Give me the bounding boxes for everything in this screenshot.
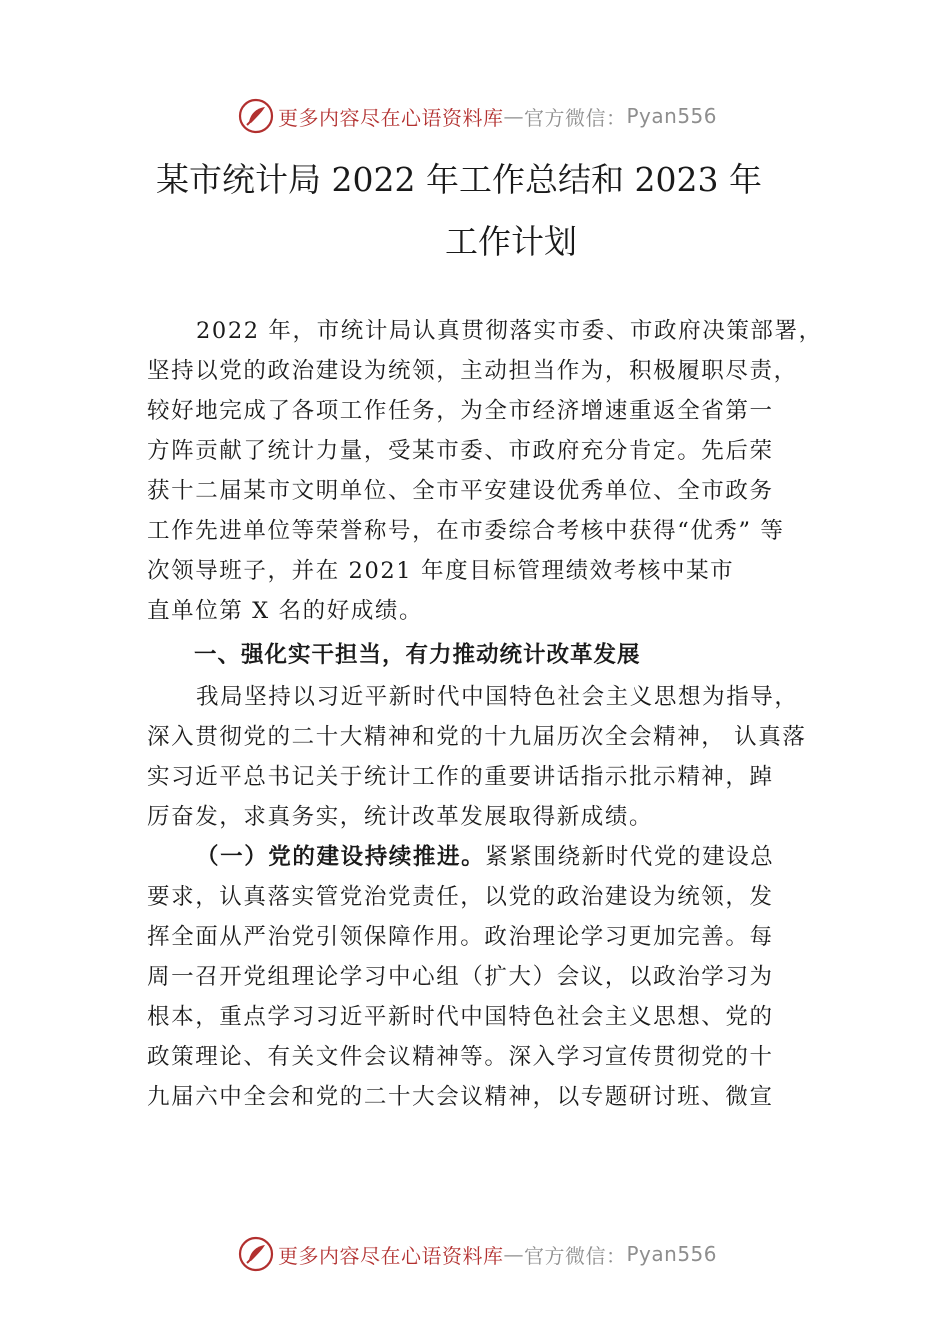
document-title-line-1: 某市统计局 2022 年工作总结和 2023 年: [156, 160, 762, 199]
paragraph-line: 坚持以党的政治建设为统领，主动担当作为，积极履职尽责，: [147, 358, 798, 384]
watermark-dash: —: [503, 1242, 524, 1266]
brand-logo-icon: [238, 98, 274, 134]
paragraph-line: 2022 年，市统计局认真贯彻落实市委、市政府决策部署，: [196, 318, 823, 344]
paragraph-line: 九届六中全会和党的二十大会议精神，以专题研讨班、微宣: [147, 1084, 774, 1110]
brand-logo-icon: [238, 1236, 274, 1272]
paragraph-line: 较好地完成了各项工作任务，为全市经济增速重返全省第一: [147, 398, 774, 424]
watermark-wechat-id: Pyan556: [626, 104, 718, 128]
section-heading: 一、强化实干担当，有力推动统计改革发展: [194, 642, 641, 668]
paragraph-line: 我局坚持以习近平新时代中国特色社会主义思想为指导，: [196, 684, 799, 710]
subsection-title: （一）党的建设持续推进。: [196, 844, 486, 870]
paragraph-line: 政策理论、有关文件会议精神等。深入学习宣传贯彻党的十: [147, 1044, 774, 1070]
paragraph-line: 工作先进单位等荣誉称号，在市委综合考核中获得“优秀” 等: [147, 518, 785, 544]
watermark-banner-bottom: [238, 1234, 717, 1274]
watermark-brand: 更多内容尽在心语资料库: [278, 1243, 504, 1268]
paragraph-line: 实习近平总书记关于统计工作的重要讲话指示批示精神，踔: [147, 764, 774, 790]
paragraph-line: 根本，重点学习习近平新时代中国特色社会主义思想、党的: [147, 1004, 774, 1030]
paragraph-line: 要求，认真落实管党治党责任，以党的政治建设为统领，发: [147, 884, 774, 910]
watermark-brand: 更多内容尽在心语资料库: [278, 105, 504, 130]
watermark-wechat-label: 官方微信：: [524, 1243, 627, 1268]
paragraph-line: 获十二届某市文明单位、全市平安建设优秀单位、全市政务: [147, 478, 774, 504]
paragraph-line: 深入贯彻党的二十大精神和党的十九届历次全会精神， 认真落: [147, 724, 807, 750]
watermark-wechat-id: Pyan556: [626, 1242, 718, 1266]
paragraph-line: 厉奋发，求真务实，统计改革发展取得新成绩。: [147, 804, 654, 830]
paragraph-line: 直单位第 X 名的好成绩。: [147, 598, 424, 624]
paragraph-line: 方阵贡献了统计力量，受某市委、市政府充分肯定。先后荣: [147, 438, 774, 464]
paragraph-line: 周一召开党组理论学习中心组（扩大）会议，以政治学习为: [147, 964, 774, 990]
subsection-first-text: 紧紧围绕新时代党的建设总: [485, 844, 775, 870]
document-title-line-2: 工作计划: [445, 222, 577, 261]
watermark-wechat-label: 官方微信：: [524, 105, 627, 130]
subsection-first-line: [196, 842, 876, 872]
watermark-banner-top: [238, 96, 717, 136]
watermark-dash: —: [503, 104, 524, 128]
paragraph-line: 次领导班子，并在 2021 年度目标管理绩效考核中某市: [147, 558, 735, 584]
paragraph-line: 挥全面从严治党引领保障作用。政治理论学习更加完善。每: [147, 924, 774, 950]
